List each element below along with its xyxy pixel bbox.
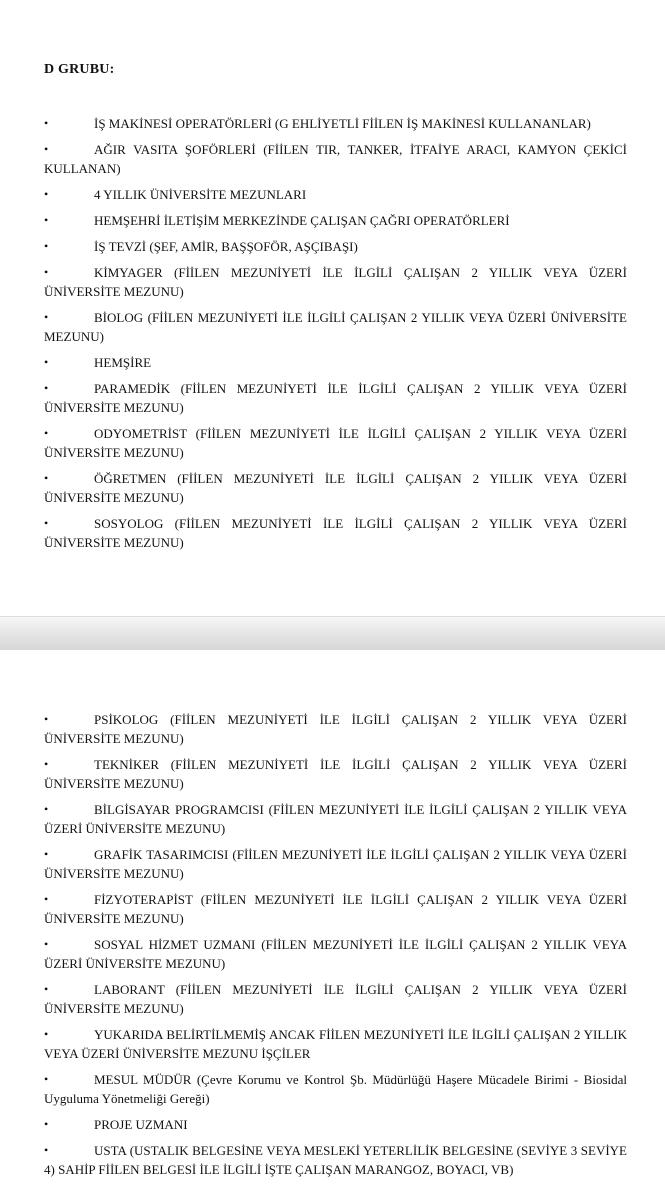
list-item — [0, 140, 665, 178]
bullet-icon: • — [44, 1143, 49, 1157]
bullet-icon: • — [44, 757, 49, 771]
list-item — [0, 1115, 665, 1134]
list-item-text: TEKNİKER (FİİLEN MEZUNİYETİ İLE İLGİLİ ÇALIŞAN 2 YILLIK VEYA ÜZERİ ÜNİVERSİTE MEZUNU) — [44, 757, 627, 791]
list-item — [0, 1025, 665, 1063]
bullet-icon: • — [44, 213, 49, 227]
list-item-text: BİOLOG (FİİLEN MEZUNİYETİ İLE İLGİLİ ÇALIŞAN 2 YILLIK VEYA ÜZERİ ÜNİVERSİTE MEZUNU) — [44, 310, 627, 344]
list-item — [0, 185, 665, 204]
bullet-icon: • — [44, 116, 49, 130]
list-item-text: PROJE UZMANI — [94, 1117, 188, 1132]
bullet-icon: • — [44, 982, 49, 996]
list-item — [0, 353, 665, 372]
list-item — [0, 308, 665, 346]
list-item-text: KİMYAGER (FİİLEN MEZUNİYETİ İLE İLGİLİ ÇALIŞAN 2 YILLIK VEYA ÜZERİ ÜNİVERSİTE MEZUNU) — [44, 265, 627, 299]
bullet-icon: • — [44, 1072, 49, 1086]
list-item-text: ODYOMETRİST (FİİLEN MEZUNİYETİ İLE İLGİLİ ÇALIŞAN 2 YILLIK VEYA ÜZERİ ÜNİVERSİTE MEZUNU) — [44, 426, 627, 460]
list-item — [0, 211, 665, 230]
list-item — [0, 1141, 665, 1179]
bullet-icon: • — [44, 265, 49, 279]
list-item — [0, 514, 665, 552]
bullet-icon: • — [44, 937, 49, 951]
list-item — [0, 379, 665, 417]
bullet-icon: • — [44, 802, 49, 816]
list-item — [0, 800, 665, 838]
list-item — [0, 710, 665, 748]
list-item-text: USTA (USTALIK BELGESİNE VEYA MESLEKİ YETERLİLİK BELGESİNE (SEVİYE 3 SEVİYE 4) SAHİP FİİLEN BELGESİ İLE İLGİLİ İŞTE ÇALIŞAN MARANGOZ, BOYACI, VB) — [44, 1143, 627, 1177]
list-item-text: ÖĞRETMEN (FİİLEN MEZUNİYETİ İLE İLGİLİ ÇALIŞAN 2 YILLIK VEYA ÜZERİ ÜNİVERSİTE MEZUNU) — [44, 471, 627, 505]
bullet-icon: • — [44, 892, 49, 906]
list-item-text: PSİKOLOG (FİİLEN MEZUNİYETİ İLE İLGİLİ ÇALIŞAN 2 YILLIK VEYA ÜZERİ ÜNİVERSİTE MEZUNU) — [44, 712, 627, 746]
list-item — [0, 424, 665, 462]
list-item — [0, 263, 665, 301]
list-item — [0, 469, 665, 507]
occupation-list-page-2 — [0, 710, 665, 1186]
bullet-icon: • — [44, 355, 49, 369]
list-item — [0, 755, 665, 793]
group-title: D GRUBU: — [44, 62, 115, 77]
list-item — [0, 1070, 665, 1108]
list-item-text: SOSYOLOG (FİİLEN MEZUNİYETİ İLE İLGİLİ ÇALIŞAN 2 YILLIK VEYA ÜZERİ ÜNİVERSİTE MEZUNU) — [44, 516, 627, 550]
list-item — [0, 980, 665, 1018]
list-item — [0, 845, 665, 883]
bullet-icon: • — [44, 471, 49, 485]
bullet-icon: • — [44, 310, 49, 324]
list-item-text: LABORANT (FİİLEN MEZUNİYETİ İLE İLGİLİ ÇALIŞAN 2 YILLIK VEYA ÜZERİ ÜNİVERSİTE MEZUNU) — [44, 982, 627, 1016]
list-item-text: İŞ TEVZİ (ŞEF, AMİR, BAŞŞOFÖR, AŞÇIBAŞI) — [94, 239, 358, 254]
list-item-text: AĞIR VASITA ŞOFÖRLERİ (FİİLEN TIR, TANKER, İTFAİYE ARACI, KAMYON ÇEKİCİ KULLANAN) — [44, 142, 627, 176]
list-item — [0, 114, 665, 133]
bullet-icon: • — [44, 142, 49, 156]
list-item-text: 4 YILLIK ÜNİVERSİTE MEZUNLARI — [94, 187, 307, 202]
list-item — [0, 935, 665, 973]
list-item-text: BİLGİSAYAR PROGRAMCISI (FİİLEN MEZUNİYETİ İLE İLGİLİ ÇALIŞAN 2 YILLIK VEYA ÜZERİ ÜNİVERSİTE MEZUNU) — [44, 802, 627, 836]
list-item-text: SOSYAL HİZMET UZMANI (FİİLEN MEZUNİYETİ İLE İLGİLİ ÇALIŞAN 2 YILLIK VEYA ÜZERİ ÜNİVERSİTE MEZUNU) — [44, 937, 627, 971]
bullet-icon: • — [44, 1027, 49, 1041]
list-item-text: HEMŞEHRİ İLETİŞİM MERKEZİNDE ÇALIŞAN ÇAĞRI OPERATÖRLERİ — [94, 213, 510, 228]
page-separator — [0, 616, 665, 652]
document-page-2 — [0, 650, 665, 1200]
list-item-text: İŞ MAKİNESİ OPERATÖRLERİ (G EHLİYETLİ FİİLEN İŞ MAKİNESİ KULLANANLAR) — [94, 116, 591, 131]
list-item-text: FİZYOTERAPİST (FİİLEN MEZUNİYETİ İLE İLGİLİ ÇALIŞAN 2 YILLIK VEYA ÜZERİ ÜNİVERSİTE MEZUNU) — [44, 892, 627, 926]
list-item-text: YUKARIDA BELİRTİLMEMİŞ ANCAK FİİLEN MEZUNİYETİ İLE İLGİLİ ÇALIŞAN 2 YILLIK VEYA ÜZERİ ÜNİVERSİTE MEZUNU İŞÇİLER — [44, 1027, 627, 1061]
list-item — [0, 237, 665, 256]
bullet-icon: • — [44, 712, 49, 726]
bullet-icon: • — [44, 1117, 49, 1131]
list-item — [0, 890, 665, 928]
bullet-icon: • — [44, 426, 49, 440]
list-item-text: GRAFİK TASARIMCISI (FİİLEN MEZUNİYETİ İLE İLGİLİ ÇALIŞAN 2 YILLIK VEYA ÜZERİ ÜNİVERSİTE MEZUNU) — [44, 847, 627, 881]
list-item-text: HEMŞİRE — [94, 355, 152, 370]
occupation-list-page-1 — [0, 114, 665, 559]
bullet-icon: • — [44, 187, 49, 201]
bullet-icon: • — [44, 516, 49, 530]
bullet-icon: • — [44, 381, 49, 395]
bullet-icon: • — [44, 239, 49, 253]
list-item-text: MESUL MÜDÜR (Çevre Korumu ve Kontrol Şb. Müdürlüğü Haşere Mücadele Birimi - Biosidal Uyguluma Yönetmeliği Gereği) — [44, 1072, 627, 1106]
bullet-icon: • — [44, 847, 49, 861]
list-item-text: PARAMEDİK (FİİLEN MEZUNİYETİ İLE İLGİLİ ÇALIŞAN 2 YILLIK VEYA ÜZERİ ÜNİVERSİTE MEZUNU) — [44, 381, 627, 415]
